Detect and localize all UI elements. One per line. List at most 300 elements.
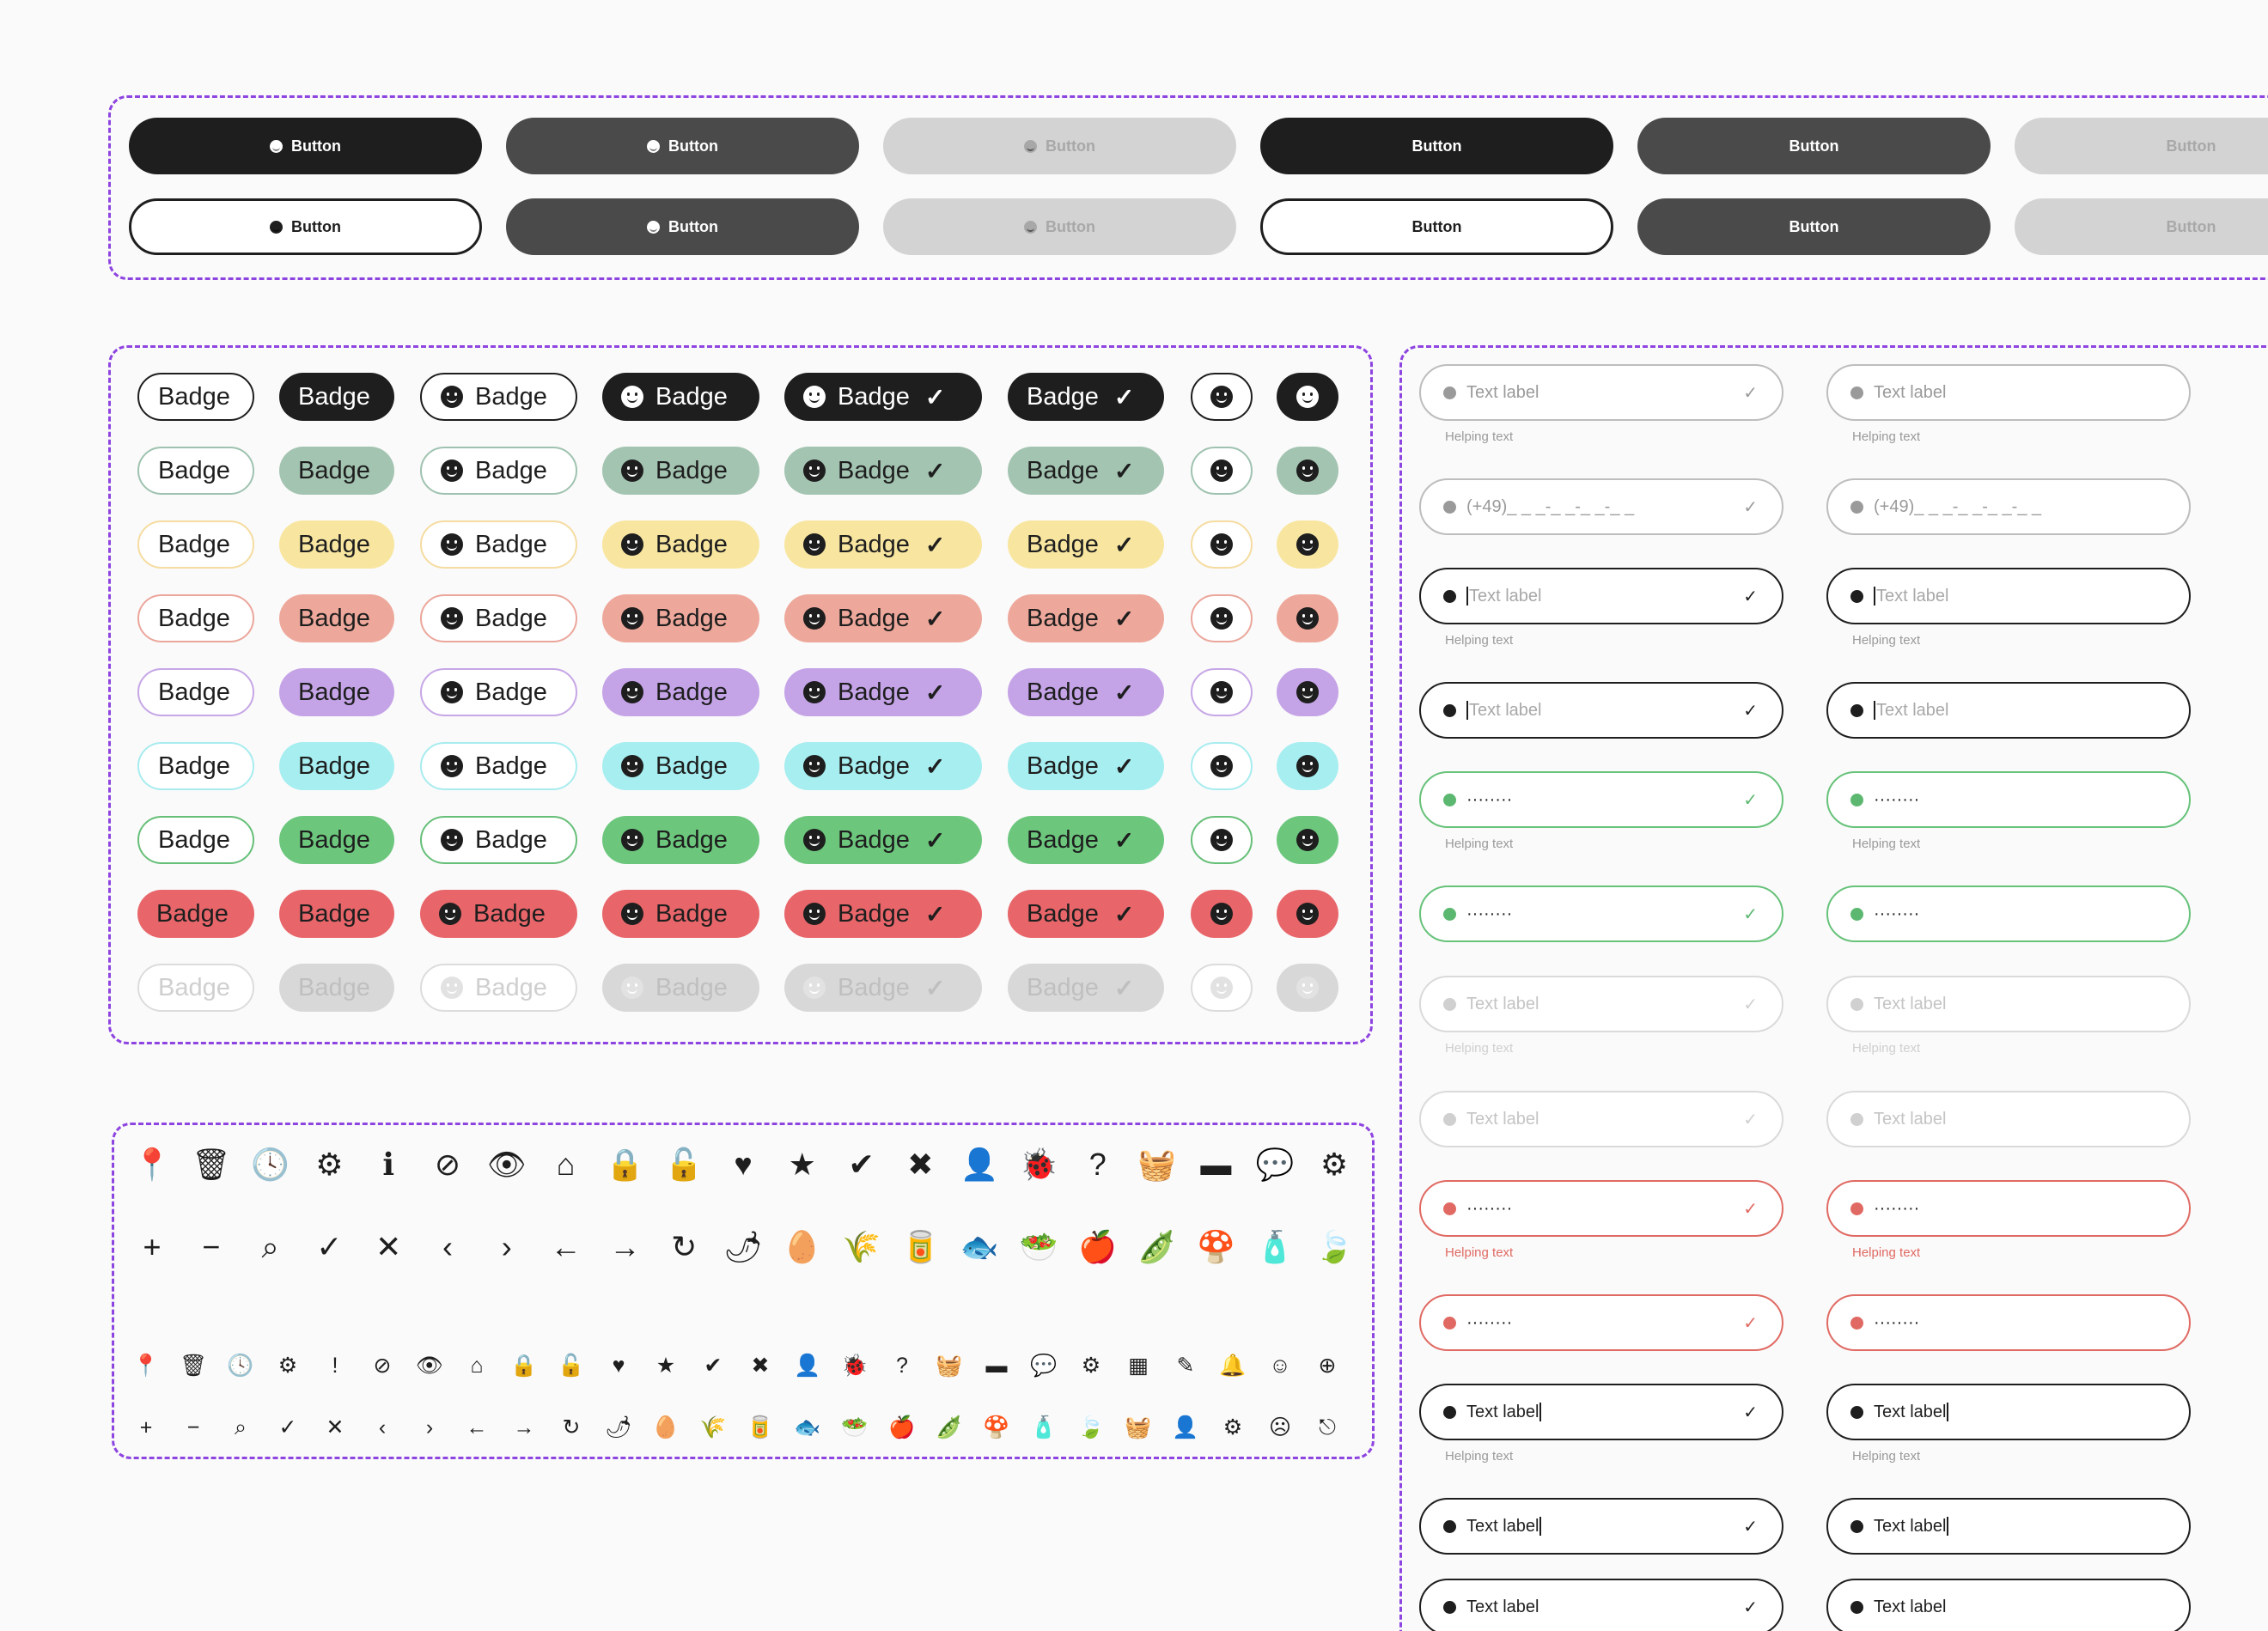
check-icon: ✓ bbox=[1743, 1110, 1758, 1129]
input-value: Text label bbox=[1874, 994, 1947, 1013]
fruit-icon: 🍎 bbox=[1078, 1229, 1118, 1264]
text-input[interactable] bbox=[1826, 1384, 2191, 1440]
check-icon: ✓ bbox=[1743, 587, 1758, 606]
text-input[interactable] bbox=[1419, 771, 1783, 828]
badge-label: Badge bbox=[838, 973, 910, 1001]
badge-label: Badge bbox=[473, 899, 546, 928]
smile-icon bbox=[1296, 533, 1319, 556]
text-input[interactable] bbox=[1419, 1294, 1783, 1351]
text-input[interactable] bbox=[1826, 478, 2191, 535]
badge[interactable] bbox=[137, 742, 254, 790]
check-icon: ✓ bbox=[924, 900, 946, 928]
text-input[interactable] bbox=[1826, 1498, 2191, 1555]
smile-icon bbox=[1850, 501, 1863, 514]
button-label: Button bbox=[291, 137, 341, 155]
badge-label: Badge bbox=[298, 456, 370, 484]
badge[interactable] bbox=[420, 816, 577, 864]
badge[interactable] bbox=[279, 816, 394, 864]
button[interactable] bbox=[129, 118, 482, 174]
badge[interactable] bbox=[1191, 816, 1253, 864]
helping-text: Helping text bbox=[1852, 837, 1921, 851]
text-input[interactable] bbox=[1419, 1579, 1783, 1631]
helping-text: Helping text bbox=[1445, 1041, 1514, 1056]
badge[interactable] bbox=[784, 890, 982, 938]
text-input[interactable] bbox=[1826, 1180, 2191, 1237]
badge-label: Badge bbox=[1027, 604, 1099, 632]
text-input[interactable] bbox=[1826, 1294, 2191, 1351]
input-value: Text label bbox=[1466, 1597, 1539, 1616]
badge[interactable] bbox=[1277, 742, 1338, 790]
smile-icon bbox=[1210, 977, 1233, 999]
check-icon: ✓ bbox=[1743, 701, 1758, 721]
button-label: Button bbox=[1046, 137, 1095, 155]
badge[interactable] bbox=[137, 373, 254, 421]
input-value: Text label bbox=[1466, 994, 1539, 1013]
add-user-icon: 👤 bbox=[1172, 1415, 1199, 1439]
helping-text: Helping text bbox=[1445, 429, 1514, 444]
button[interactable] bbox=[2015, 118, 2268, 174]
smile-icon: ☺ bbox=[1269, 1353, 1291, 1378]
check-icon: ✓ bbox=[1113, 826, 1135, 854]
badge[interactable] bbox=[1277, 447, 1338, 495]
badge[interactable] bbox=[279, 742, 394, 790]
badge[interactable] bbox=[602, 594, 759, 642]
text-input[interactable] bbox=[1419, 885, 1783, 942]
badge[interactable] bbox=[1008, 520, 1164, 569]
badge[interactable] bbox=[784, 520, 982, 569]
badge[interactable] bbox=[1277, 594, 1338, 642]
help-icon: ? bbox=[1088, 1147, 1107, 1182]
check-icon: ✓ bbox=[1113, 383, 1135, 411]
badge[interactable] bbox=[279, 964, 394, 1012]
leaf-icon: 🍃 bbox=[1314, 1229, 1354, 1264]
button[interactable] bbox=[506, 198, 859, 255]
minus-icon: − bbox=[202, 1229, 221, 1264]
alert-icon: ! bbox=[332, 1353, 338, 1378]
check-circle-icon: ✔ bbox=[704, 1353, 722, 1378]
smile-icon bbox=[803, 755, 826, 777]
badge[interactable] bbox=[1191, 520, 1253, 569]
badge[interactable] bbox=[1008, 742, 1164, 790]
badge[interactable] bbox=[1008, 816, 1164, 864]
check-icon: ✓ bbox=[1113, 605, 1135, 632]
check-circle-icon: ✔ bbox=[848, 1147, 875, 1182]
badge[interactable] bbox=[602, 373, 759, 421]
badge[interactable] bbox=[1191, 373, 1253, 421]
badge[interactable] bbox=[1191, 668, 1253, 716]
smile-icon bbox=[1210, 533, 1233, 556]
smile-icon bbox=[1210, 903, 1233, 925]
arrow-left-icon: ← bbox=[550, 1229, 582, 1264]
badge[interactable] bbox=[1008, 594, 1164, 642]
smile-icon bbox=[1210, 459, 1233, 482]
check-icon: ✓ bbox=[1743, 1403, 1758, 1422]
smile-icon bbox=[1850, 908, 1863, 921]
smile-icon bbox=[439, 903, 461, 925]
badge[interactable] bbox=[784, 816, 982, 864]
badge[interactable] bbox=[1277, 373, 1338, 421]
button[interactable] bbox=[883, 118, 1236, 174]
badge[interactable] bbox=[420, 447, 577, 495]
badge-label: Badge bbox=[1027, 899, 1099, 928]
smile-icon bbox=[441, 829, 463, 851]
smile-icon bbox=[1850, 1601, 1863, 1614]
badge[interactable] bbox=[420, 520, 577, 569]
smile-icon bbox=[621, 977, 643, 999]
smile-icon bbox=[1850, 704, 1863, 717]
badge-label: Badge bbox=[158, 825, 230, 854]
plus-icon: + bbox=[143, 1229, 162, 1264]
badge[interactable] bbox=[1191, 447, 1253, 495]
input-value: Text label bbox=[1466, 701, 1743, 721]
text-input[interactable] bbox=[1826, 976, 2191, 1032]
badge[interactable] bbox=[137, 890, 254, 938]
check-icon: ✓ bbox=[1743, 1199, 1758, 1219]
badge[interactable] bbox=[279, 668, 394, 716]
badge-label: Badge bbox=[298, 752, 370, 780]
smile-icon bbox=[1850, 1317, 1863, 1330]
text-input[interactable] bbox=[1419, 478, 1783, 535]
input-value: ········ bbox=[1466, 904, 1513, 923]
badge[interactable] bbox=[279, 373, 394, 421]
badge[interactable] bbox=[1277, 816, 1338, 864]
peas-icon: 🫛 bbox=[1137, 1229, 1176, 1264]
smile-icon bbox=[621, 533, 643, 556]
smile-icon bbox=[1443, 794, 1456, 806]
smile-icon bbox=[647, 140, 660, 153]
badge[interactable] bbox=[1008, 373, 1164, 421]
badge-label: Badge bbox=[298, 530, 370, 558]
check-icon: ✓ bbox=[1743, 904, 1758, 924]
smile-icon bbox=[1296, 903, 1319, 925]
jar-icon: 🥫 bbox=[900, 1229, 940, 1264]
input-value: Text label bbox=[1466, 1402, 1539, 1421]
user-icon: 👤 bbox=[960, 1147, 999, 1182]
helping-text: Helping text bbox=[1852, 1245, 1921, 1260]
text-input[interactable] bbox=[1419, 976, 1783, 1032]
smile-icon bbox=[441, 386, 463, 408]
check-icon: ✓ bbox=[924, 974, 946, 1001]
smile-icon bbox=[441, 755, 463, 777]
smile-icon bbox=[1210, 607, 1233, 630]
refresh-icon: ↻ bbox=[671, 1229, 698, 1264]
badge-label: Badge bbox=[475, 678, 547, 706]
badge[interactable] bbox=[137, 668, 254, 716]
input-value: ········ bbox=[1874, 789, 1920, 809]
badge-label: Badge bbox=[156, 899, 229, 928]
input-value: (+49)_ _ _-_ _-_ _-_ _ bbox=[1466, 496, 1635, 516]
badge-label: Badge bbox=[298, 899, 370, 928]
check-icon: ✓ bbox=[1113, 752, 1135, 780]
smile-icon bbox=[621, 459, 643, 482]
smile-icon bbox=[441, 533, 463, 556]
bottle-icon: 🧴 bbox=[1030, 1415, 1058, 1439]
lock-icon: 🔒 bbox=[510, 1353, 538, 1378]
badge[interactable] bbox=[602, 742, 759, 790]
badge[interactable] bbox=[602, 447, 759, 495]
helping-text: Helping text bbox=[1445, 1245, 1514, 1260]
badge[interactable] bbox=[602, 964, 759, 1012]
logout-icon: ⎋ bbox=[1319, 1415, 1336, 1439]
badge-label: Badge bbox=[838, 530, 910, 558]
badge-label: Badge bbox=[655, 899, 728, 928]
badge[interactable] bbox=[1191, 890, 1253, 938]
text-input[interactable] bbox=[1419, 364, 1783, 421]
smile-icon bbox=[1024, 140, 1037, 153]
text-input[interactable] bbox=[1826, 364, 2191, 421]
badge[interactable] bbox=[1277, 890, 1338, 938]
info-icon: ℹ bbox=[382, 1147, 395, 1182]
badge-label: Badge bbox=[655, 973, 728, 1001]
badge[interactable] bbox=[784, 742, 982, 790]
badge-label: Badge bbox=[158, 604, 230, 632]
pencil-icon: ✎ bbox=[1176, 1353, 1195, 1378]
text-cursor bbox=[1874, 701, 1875, 720]
badge[interactable] bbox=[137, 520, 254, 569]
leaf-icon: 🍃 bbox=[1077, 1415, 1105, 1439]
bean-icon: 🥚 bbox=[783, 1229, 822, 1264]
smile-icon bbox=[1850, 1406, 1863, 1419]
input-value: Text label bbox=[1466, 587, 1743, 606]
badge-label: Badge bbox=[838, 678, 910, 706]
basket-notification-icon: 🧺 bbox=[1125, 1415, 1152, 1439]
badge-label: Badge bbox=[655, 678, 728, 706]
helping-text: Helping text bbox=[1852, 1041, 1921, 1056]
plus-circle-icon: ⊕ bbox=[1318, 1353, 1337, 1378]
badge[interactable] bbox=[420, 668, 577, 716]
smile-icon bbox=[1850, 1113, 1863, 1126]
button[interactable] bbox=[1260, 198, 1613, 255]
badge[interactable] bbox=[784, 447, 982, 495]
badge-label: Badge bbox=[298, 973, 370, 1001]
input-value: (+49)_ _ _-_ _-_ _-_ _ bbox=[1874, 496, 2042, 516]
input-value: ········ bbox=[1466, 1198, 1513, 1218]
smile-icon bbox=[803, 459, 826, 482]
badge[interactable] bbox=[420, 594, 577, 642]
badge[interactable] bbox=[1008, 668, 1164, 716]
badge[interactable] bbox=[420, 890, 577, 938]
button-label: Button bbox=[1411, 137, 1462, 155]
fruit-icon: 🍎 bbox=[888, 1415, 916, 1439]
badge[interactable] bbox=[1191, 742, 1253, 790]
bug-icon: 🐞 bbox=[1019, 1147, 1058, 1182]
badge-label: Badge bbox=[838, 604, 910, 632]
badge[interactable] bbox=[137, 447, 254, 495]
badge[interactable] bbox=[137, 594, 254, 642]
helping-text: Helping text bbox=[1445, 633, 1514, 648]
button-label: Button bbox=[1411, 217, 1462, 235]
smile-icon bbox=[1210, 829, 1233, 851]
smile-icon bbox=[621, 607, 643, 630]
badge[interactable] bbox=[1008, 447, 1164, 495]
badge-label: Badge bbox=[158, 678, 230, 706]
badge[interactable] bbox=[1277, 964, 1338, 1012]
smile-icon bbox=[270, 140, 283, 153]
text-input[interactable] bbox=[1826, 771, 2191, 828]
smile-icon bbox=[1296, 681, 1319, 703]
smile-icon bbox=[1443, 590, 1456, 603]
text-cursor bbox=[1874, 587, 1875, 606]
input-value: ········ bbox=[1874, 1198, 1920, 1218]
smile-icon bbox=[621, 903, 643, 925]
badge[interactable] bbox=[1277, 668, 1338, 716]
sliders-icon: ⚙ bbox=[1081, 1353, 1101, 1378]
badge[interactable] bbox=[784, 373, 982, 421]
badge-label: Badge bbox=[838, 825, 910, 854]
button-label: Button bbox=[291, 217, 341, 235]
smile-icon bbox=[621, 829, 643, 851]
text-input[interactable] bbox=[1419, 682, 1783, 739]
text-cursor bbox=[1539, 1517, 1541, 1536]
mushroom-icon: 🍄 bbox=[983, 1415, 1010, 1439]
text-input[interactable] bbox=[1826, 1579, 2191, 1631]
badge[interactable] bbox=[1008, 964, 1164, 1012]
badge[interactable] bbox=[279, 520, 394, 569]
button[interactable] bbox=[1637, 198, 1991, 255]
clock-icon: 🕓 bbox=[251, 1147, 290, 1182]
button[interactable] bbox=[883, 198, 1236, 255]
badge-label: Badge bbox=[655, 382, 728, 411]
button[interactable] bbox=[1637, 118, 1991, 174]
check-icon: ✓ bbox=[924, 457, 946, 484]
text-input[interactable] bbox=[1419, 1384, 1783, 1440]
bug-icon: 🐞 bbox=[841, 1353, 869, 1378]
badge[interactable] bbox=[1008, 890, 1164, 938]
card-icon: ▬ bbox=[985, 1353, 1008, 1378]
smile-icon bbox=[1296, 977, 1319, 999]
badge[interactable] bbox=[1191, 594, 1253, 642]
badge[interactable] bbox=[602, 816, 759, 864]
smile-icon bbox=[1443, 1406, 1456, 1419]
helping-text: Helping text bbox=[1445, 1449, 1514, 1464]
fish-icon: 🐟 bbox=[960, 1229, 999, 1264]
smile-icon bbox=[803, 533, 826, 556]
check-icon: ✓ bbox=[924, 679, 946, 706]
text-cursor bbox=[1466, 587, 1468, 606]
text-input[interactable] bbox=[1419, 1180, 1783, 1237]
check-icon: ✓ bbox=[316, 1229, 343, 1264]
text-input[interactable] bbox=[1826, 682, 2191, 739]
smile-icon bbox=[1850, 1520, 1863, 1533]
badge-label: Badge bbox=[475, 752, 547, 780]
badge[interactable] bbox=[420, 373, 577, 421]
badge-label: Badge bbox=[158, 973, 230, 1001]
smile-icon bbox=[803, 681, 826, 703]
smile-icon bbox=[803, 977, 826, 999]
close-icon: ✕ bbox=[326, 1415, 344, 1439]
smile-icon bbox=[1850, 1202, 1863, 1215]
close-circle-icon: ✖ bbox=[907, 1147, 934, 1182]
text-input[interactable] bbox=[1826, 1091, 2191, 1147]
minus-icon: − bbox=[186, 1415, 200, 1439]
check-icon: ✓ bbox=[1743, 1313, 1758, 1333]
smile-icon bbox=[441, 459, 463, 482]
check-icon: ✓ bbox=[1743, 497, 1758, 517]
badge[interactable] bbox=[1277, 520, 1338, 569]
input-value: Text label bbox=[1874, 587, 2165, 606]
eye-off-icon: ⊘ bbox=[373, 1353, 392, 1378]
badge[interactable] bbox=[137, 816, 254, 864]
text-input[interactable] bbox=[1419, 1498, 1783, 1555]
text-input[interactable] bbox=[1419, 1091, 1783, 1147]
input-value: Text label bbox=[1874, 1402, 1947, 1421]
badge-label: Badge bbox=[1027, 530, 1099, 558]
badge[interactable] bbox=[279, 447, 394, 495]
badge[interactable] bbox=[602, 668, 759, 716]
badge-label: Badge bbox=[475, 973, 547, 1001]
trash-icon: 🗑 bbox=[180, 1353, 207, 1378]
check-icon: ✓ bbox=[1113, 679, 1135, 706]
card-icon: ▬ bbox=[1200, 1147, 1232, 1182]
check-icon: ✓ bbox=[1743, 995, 1758, 1014]
button[interactable] bbox=[1260, 118, 1613, 174]
badge-label: Badge bbox=[158, 382, 230, 411]
check-icon: ✓ bbox=[1743, 790, 1758, 810]
badge-label: Badge bbox=[838, 456, 910, 484]
button[interactable] bbox=[129, 198, 482, 255]
smile-icon bbox=[1850, 998, 1863, 1011]
smile-icon bbox=[1443, 1113, 1456, 1126]
check-icon: ✓ bbox=[924, 605, 946, 632]
input-value: Text label bbox=[1466, 382, 1539, 402]
bell-icon: 🔔 bbox=[1219, 1353, 1247, 1378]
smile-icon bbox=[803, 903, 826, 925]
smile-icon bbox=[1850, 794, 1863, 806]
button[interactable] bbox=[2015, 198, 2268, 255]
text-input[interactable] bbox=[1826, 885, 2191, 942]
badge-label: Badge bbox=[838, 752, 910, 780]
badge[interactable] bbox=[420, 742, 577, 790]
badge[interactable] bbox=[784, 668, 982, 716]
eye-off-icon: ⊘ bbox=[434, 1147, 461, 1182]
pepper-icon: 🌶 bbox=[605, 1415, 632, 1439]
badge[interactable] bbox=[1191, 964, 1253, 1012]
badge[interactable] bbox=[602, 520, 759, 569]
bowl-icon: 🥗 bbox=[1019, 1229, 1058, 1264]
badge[interactable] bbox=[784, 964, 982, 1012]
star-icon: ★ bbox=[655, 1353, 676, 1378]
help-icon: ? bbox=[896, 1353, 908, 1378]
input-value: ········ bbox=[1874, 1312, 1920, 1332]
badge[interactable] bbox=[420, 964, 577, 1012]
plus-icon: + bbox=[139, 1415, 153, 1439]
smile-icon bbox=[441, 607, 463, 630]
button-label: Button bbox=[1789, 137, 1839, 155]
badge[interactable] bbox=[602, 890, 759, 938]
sliders-icon: ⚙ bbox=[1320, 1147, 1349, 1182]
badge-label: Badge bbox=[475, 382, 547, 411]
badge[interactable] bbox=[784, 594, 982, 642]
badge[interactable] bbox=[279, 594, 394, 642]
text-input[interactable] bbox=[1419, 568, 1783, 624]
badge[interactable] bbox=[137, 964, 254, 1012]
text-cursor bbox=[1947, 1517, 1948, 1536]
badge-label: Badge bbox=[158, 752, 230, 780]
button-label: Button bbox=[2166, 217, 2216, 235]
fish-icon: 🐟 bbox=[794, 1415, 821, 1439]
smile-icon bbox=[1296, 459, 1319, 482]
text-input[interactable] bbox=[1826, 568, 2191, 624]
smile-icon bbox=[441, 977, 463, 999]
unlock-icon: 🔓 bbox=[558, 1353, 585, 1378]
badge[interactable] bbox=[279, 890, 394, 938]
input-value: Text label bbox=[1466, 1516, 1539, 1536]
eye-icon: 👁 bbox=[416, 1353, 443, 1378]
button[interactable] bbox=[506, 118, 859, 174]
peas-icon: 🫛 bbox=[936, 1415, 963, 1439]
text-cursor bbox=[1466, 701, 1468, 720]
basket-icon: 🧺 bbox=[1137, 1147, 1176, 1182]
